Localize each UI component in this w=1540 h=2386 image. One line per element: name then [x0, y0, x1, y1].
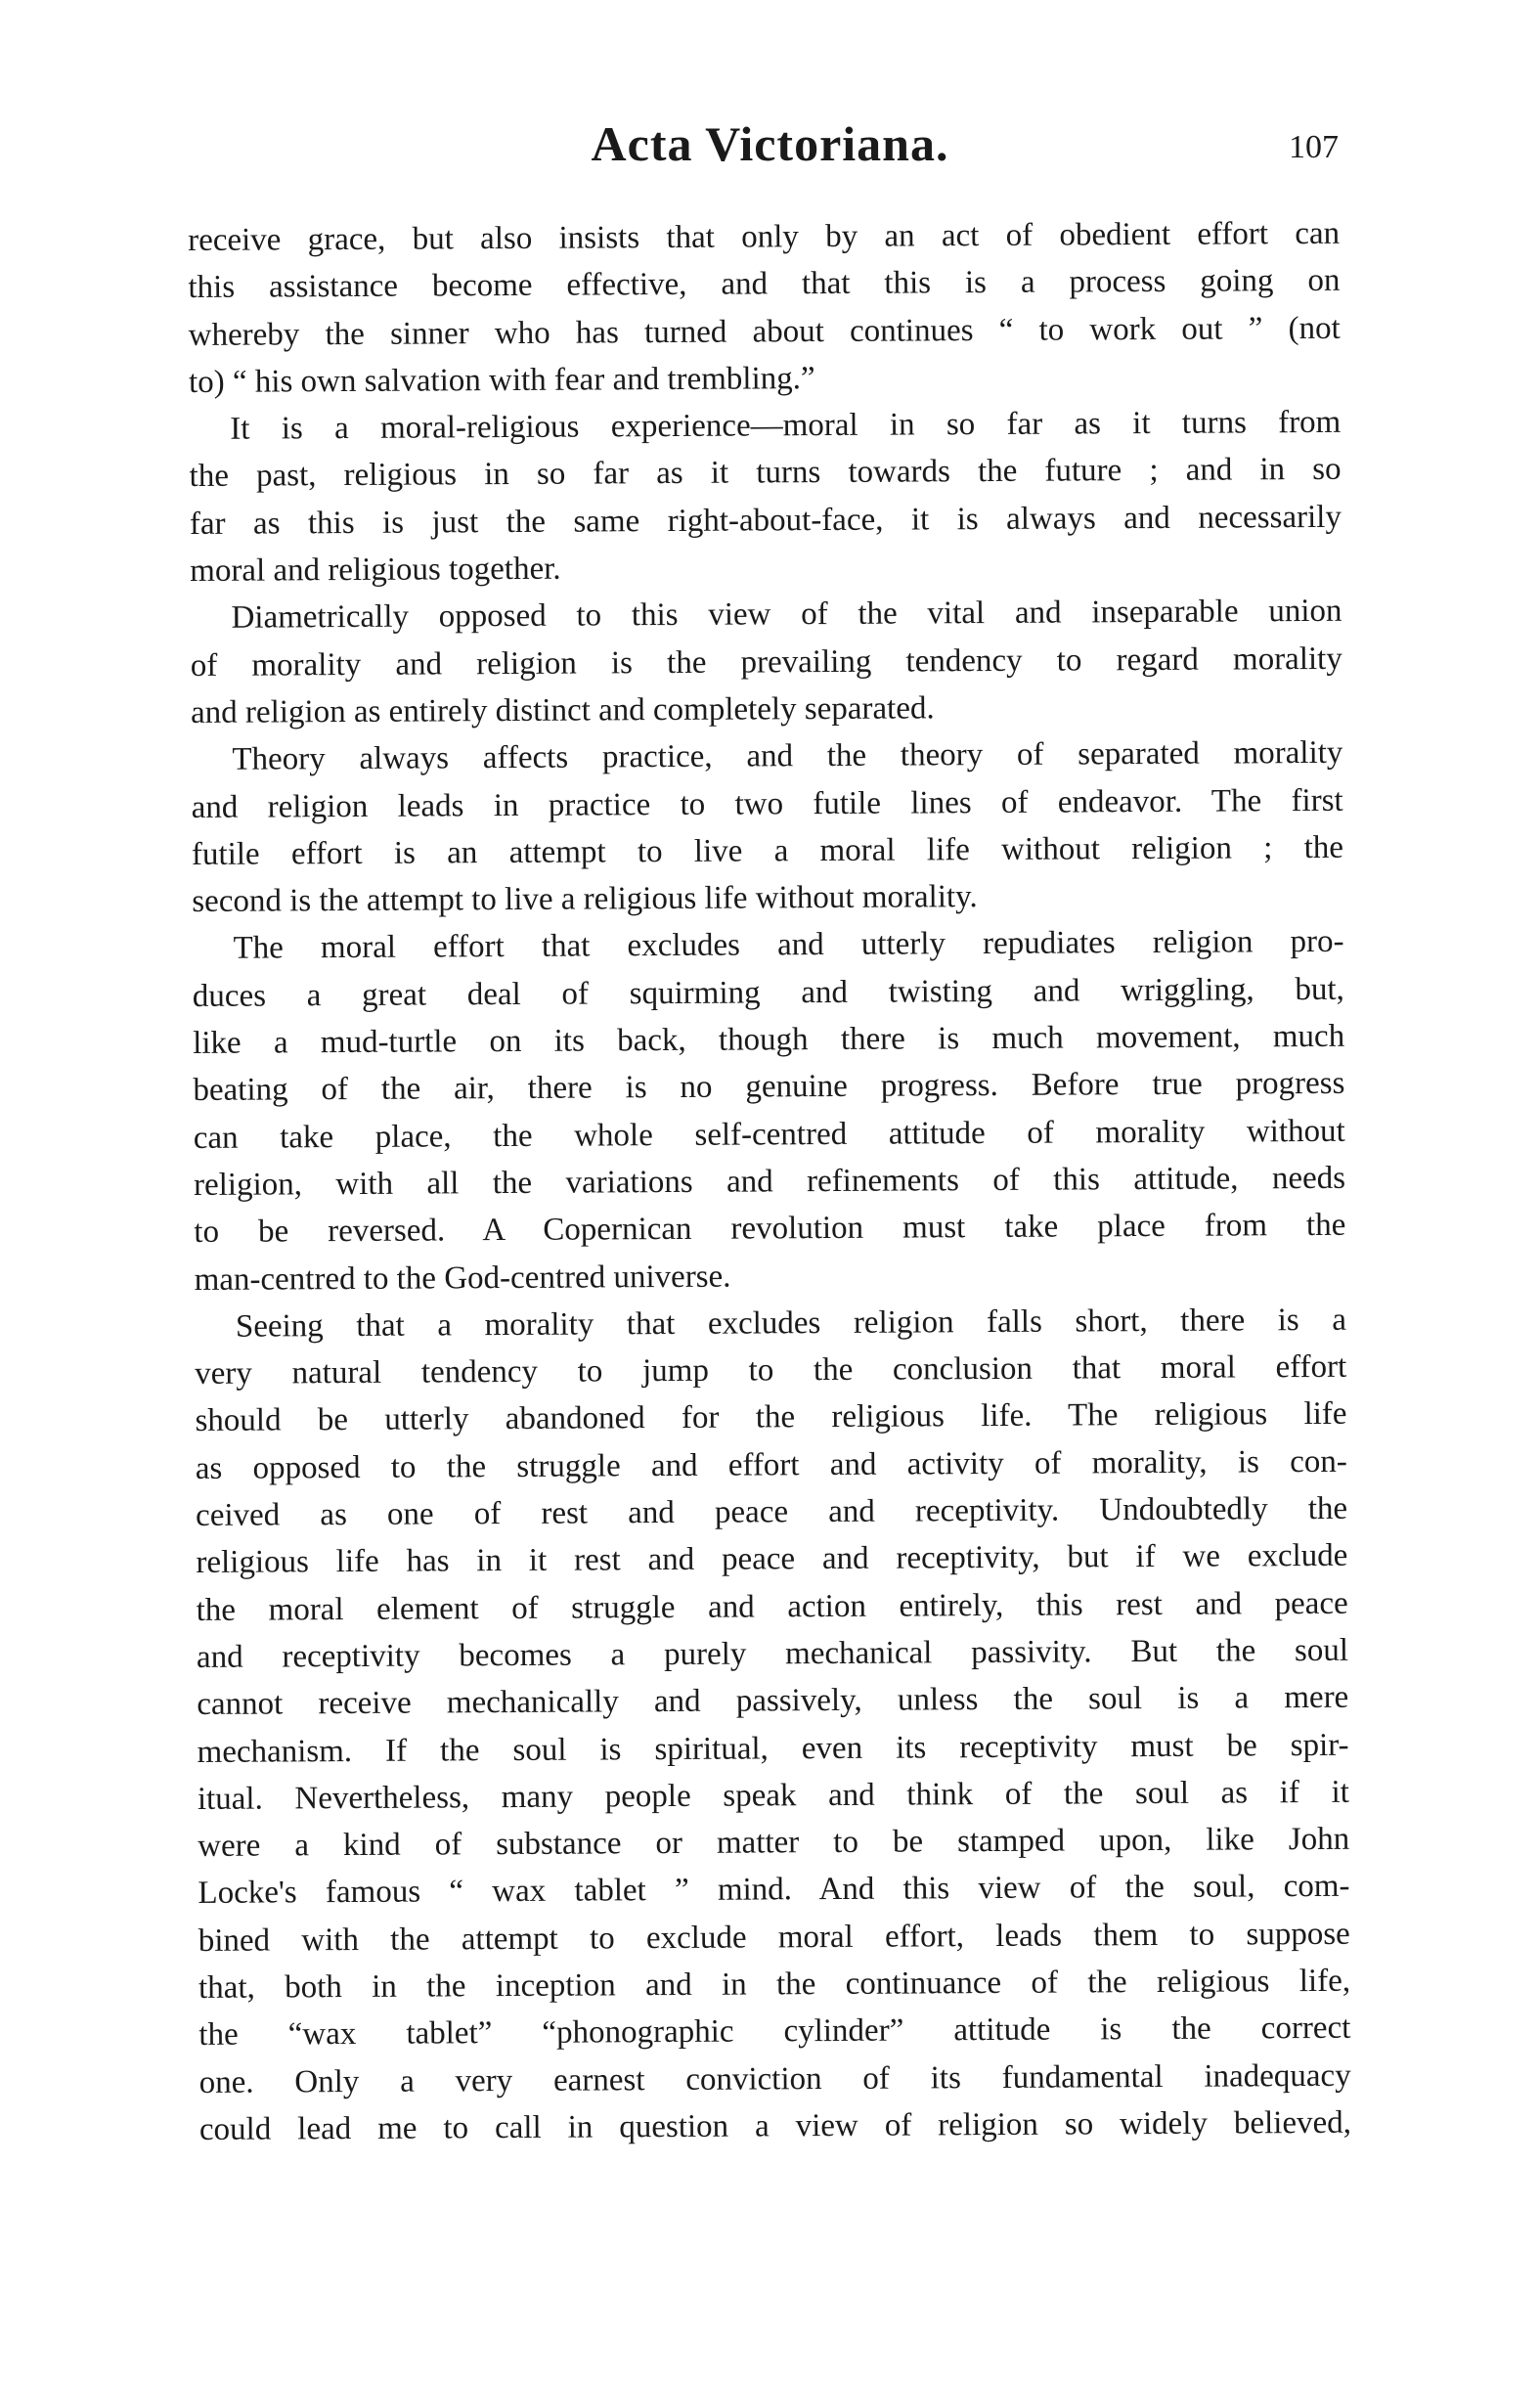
text-line: that, both in the inception and in the continuance of the religious life,: [198, 1963, 1351, 2006]
text-line: should be utterly abandoned for the religious life. The religious life: [195, 1396, 1347, 1439]
page-number: 107: [1289, 129, 1339, 165]
text-line: religious life has in it rest and peace and receptivity, but if we exclude: [196, 1538, 1348, 1581]
text-line: moral and religious together.: [190, 551, 561, 590]
paragraph: [192, 918, 1345, 1303]
text-line: It is a moral-religious experience—moral in so far as it turns from: [230, 404, 1342, 447]
text-line: to be reversed. A Copernican revolution must take place from the: [194, 1208, 1346, 1251]
text-line: second is the attempt to live a religious life without morality.: [192, 879, 978, 920]
text-line: ceived as one of rest and peace and receptivity. Undoubtedly the: [196, 1490, 1348, 1533]
text-line: the past, religious in so far as it turns towards the future ; and in so: [189, 452, 1342, 495]
text-line: whereby the sinner who has turned about continues “ to work out ” (not: [188, 310, 1341, 353]
paragraph: [190, 588, 1342, 736]
text-line: itual. Nevertheless, many people speak and think of the soul as if it: [197, 1774, 1349, 1817]
text-line: and religion as entirely distinct and completely separated.: [190, 690, 935, 730]
text-line: of morality and religion is the prevailing tendency to regard morality: [190, 641, 1342, 684]
text-line: duces a great deal of squirming and twisting and wriggling, but,: [192, 971, 1344, 1014]
text-line: futile effort is an attempt to live a moral life without religion ; the: [191, 829, 1344, 872]
paragraph: [191, 729, 1343, 925]
text-line: cannot receive mechanically and passively, unless the soul is a mere: [197, 1679, 1349, 1723]
text-line: Theory always affects practice, and the theory of separated morality: [232, 735, 1343, 777]
text-line: man-centred to the God-centred universe.: [194, 1259, 731, 1298]
text-line: could lead me to call in question a view of religion so widely believed,: [198, 2104, 1352, 2147]
text-line: to) “ his own salvation with fear and trembling.”: [188, 360, 815, 400]
paragraph: [195, 1297, 1351, 2154]
text-line: Seeing that a morality that excludes religion falls short, there is a: [235, 1302, 1347, 1345]
body-text: [188, 210, 1351, 2153]
text-line: The moral effort that excludes and utterly repudiates religion pro-: [233, 924, 1344, 967]
paragraph: [189, 399, 1342, 595]
text-line: as opposed to the struggle and effort and activity of morality, is con-: [195, 1443, 1347, 1486]
paragraph: [188, 210, 1341, 406]
text-line: this assistance become effective, and that this is a process going on: [188, 263, 1341, 306]
text-line: mechanism. If the soul is spiritual, even its receptivity must be spir-: [197, 1727, 1349, 1770]
running-header-title: Acta Victoriana.: [591, 116, 949, 171]
text-line: one. Only a very earnest conviction of its fundamental inadequacy: [198, 2057, 1351, 2100]
text-line: can take place, the whole self-centred attitude of morality without: [193, 1113, 1345, 1156]
text-line: very natural tendency to jump to the conclusion that moral effort: [195, 1348, 1347, 1392]
text-line: beating of the air, there is no genuine progress. Before true progress: [193, 1066, 1345, 1109]
text-line: and religion leads in practice to two futile lines of endeavor. The first: [191, 782, 1343, 825]
text-line: Locke's famous “ wax tablet ” mind. And this view of the soul, com-: [198, 1869, 1350, 1912]
text-line: far as this is just the same right-about-face, it is always and necessarily: [189, 499, 1342, 542]
text-line: receive grace, but also insists that only by an act of obedient effort can: [188, 215, 1341, 258]
text-line: the moral element of struggle and action entirely, this rest and peace: [196, 1585, 1348, 1628]
text-line: were a kind of substance or matter to be stamped upon, like John: [198, 1821, 1350, 1865]
text-line: Diametrically opposed to this view of the vital and inseparable union: [231, 594, 1342, 637]
text-line: bined with the attempt to exclude moral effort, leads them to suppose: [198, 1916, 1350, 1959]
text-line: and receptivity becomes a purely mechanical passivity. But the soul: [196, 1632, 1349, 1675]
text-line: the “wax tablet” “phonographic cylinder” attitude is the correct: [198, 2010, 1351, 2054]
text-line: like a mud-turtle on its back, though there is much movement, much: [193, 1018, 1345, 1062]
text-line: religion, with all the variations and refinements of this attitude, needs: [193, 1160, 1346, 1203]
